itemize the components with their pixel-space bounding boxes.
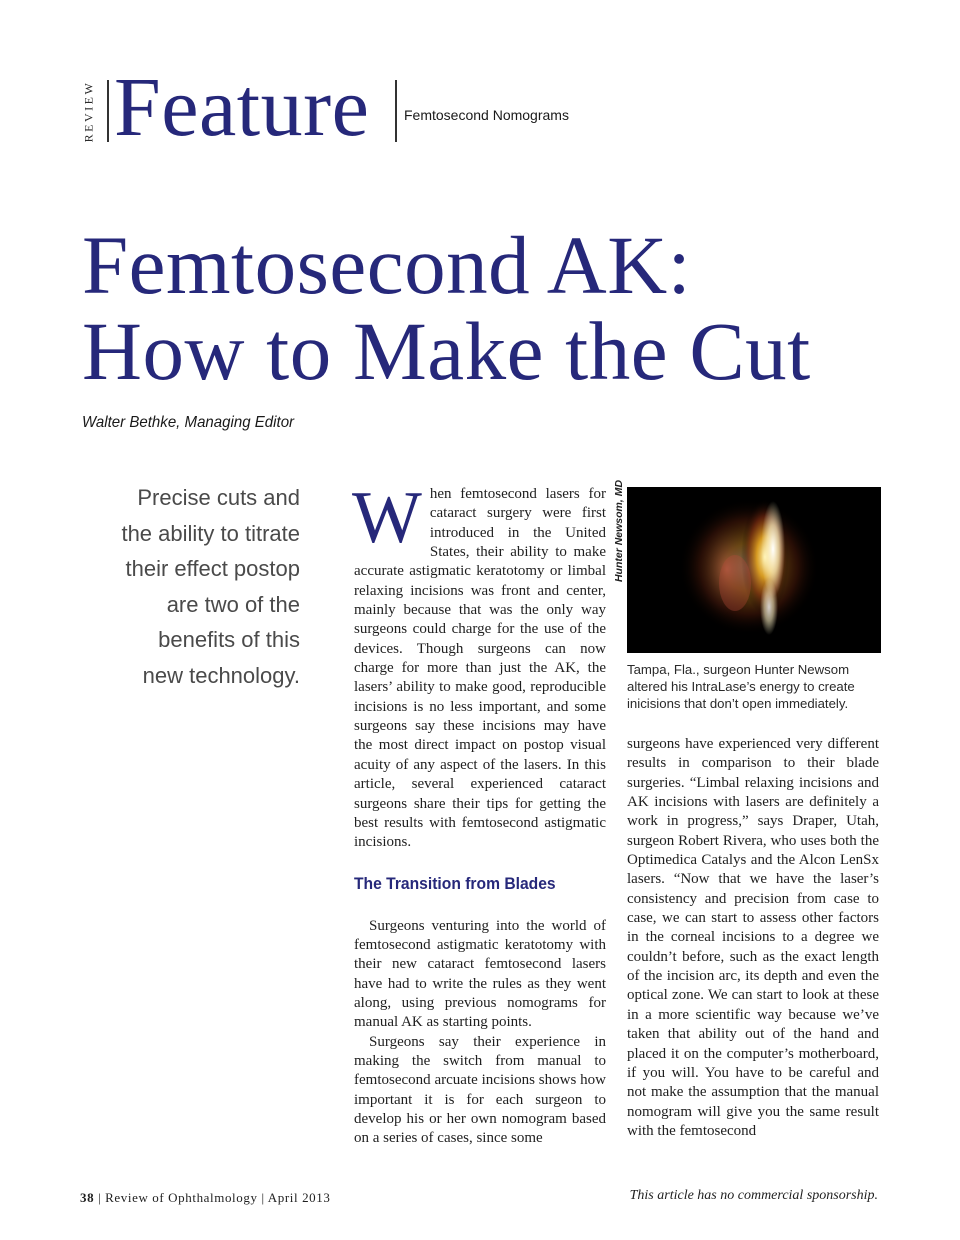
article-column-2 — [627, 735, 879, 1141]
byline: Walter Bethke, Managing Editor — [82, 414, 295, 431]
section-title: Femtosecond Nomograms — [404, 107, 569, 123]
issue-date: April 2013 — [267, 1190, 331, 1205]
pull-quote-line: new technology. — [142, 662, 300, 688]
footer-separator: | — [261, 1190, 265, 1205]
intro-text: hen femtosecond lasers for cataract surgery were first introduced in the United States, their ability to make accurate astigmatic keratotomy or limbal relaxing incisions was front and center, mainly because that was the only way surgeons could charge for the use of the devices. Though surgeons can now charge for more than just the AK, the lasers’ ability to make good, reproducible incisions is no less important, and some surgeons say these incisions may have the most direct impact on postop visual acuity of any aspect of the lasers. In this article, several experienced cataract surgeons share their tips for getting the best results with femtosecond astigmatic incisions. — [354, 486, 606, 851]
subhead: The Transition from Blades — [354, 873, 556, 893]
body-paragraph: Surgeons say their experience in making the switch from manual to femtosecond arcuate incisions shows how important it is for each surgeon to develop his or her own nomogram based on a series of cases, since some — [354, 1033, 606, 1147]
pull-quote-line: the ability to titrate — [121, 520, 300, 546]
body-paragraph: surgeons have experienced very different results in comparison to their blade surgeries. “Limbal relaxing incisions and AK incisions with lasers are definitely a work in progress,” says Draper, Utah, surgeon Robert Rivera, who uses both the Optimedica Catalys and the Alcon LenSx lasers. “Now that we have the laser’s consistency and precision from case to case, we can start to assess other factors in the corneal incisions to a degree we couldn’t before, such as the exact length of the incision arc, its depth and even the optical zone. We can start to look at these in a more scientific way because we’ve taken that ability out of the hand and placed it on the computer’s motherboard, if you will. You have to be careful and not make the assumption that the manual nomogram will give you the same result with the femtosecond — [627, 736, 879, 1139]
pull-quote — [80, 480, 300, 693]
body-paragraph: Surgeons venturing into the world of femtosecond astigmatic keratotomy with their new cataract femtosecond lasers have had to write the rules as they went along, using previous nomograms for manual AK as starting points. — [354, 917, 606, 1031]
surgery-photo — [627, 487, 881, 653]
photo-caption: Tampa, Fla., surgeon Hunter Newsom altered his IntraLase’s energy to create inicisions that don’t open immediately. — [627, 662, 855, 711]
headline-line-2: How to Make the Cut — [82, 305, 811, 397]
drop-cap: W — [352, 477, 422, 559]
laser-glow-image — [627, 487, 881, 653]
article-column-1 — [352, 477, 606, 1149]
publication-name: Review of Ophthalmology — [105, 1190, 258, 1205]
pull-quote-line: benefits of this — [158, 627, 300, 652]
headline-line-1: Femtosecond AK: — [82, 219, 692, 311]
pull-quote-line: Precise cuts and — [137, 485, 300, 510]
photo-credit: Hunter Newsom, MD — [613, 479, 625, 583]
page-footer — [80, 1190, 330, 1206]
header-divider-right — [395, 80, 397, 142]
article-headline — [82, 219, 902, 397]
page-number: 38 — [80, 1190, 95, 1205]
feature-word: Feature — [114, 61, 370, 154]
header-divider-left — [107, 80, 109, 142]
footer-separator: | — [98, 1190, 102, 1205]
sponsorship-note: This article has no commercial sponsorship. — [629, 1188, 878, 1203]
magazine-label: REVIEW — [81, 80, 96, 142]
intro-paragraph — [352, 477, 606, 853]
pull-quote-line: are two of the — [166, 591, 300, 617]
pull-quote-line: their effect postop — [125, 556, 300, 581]
